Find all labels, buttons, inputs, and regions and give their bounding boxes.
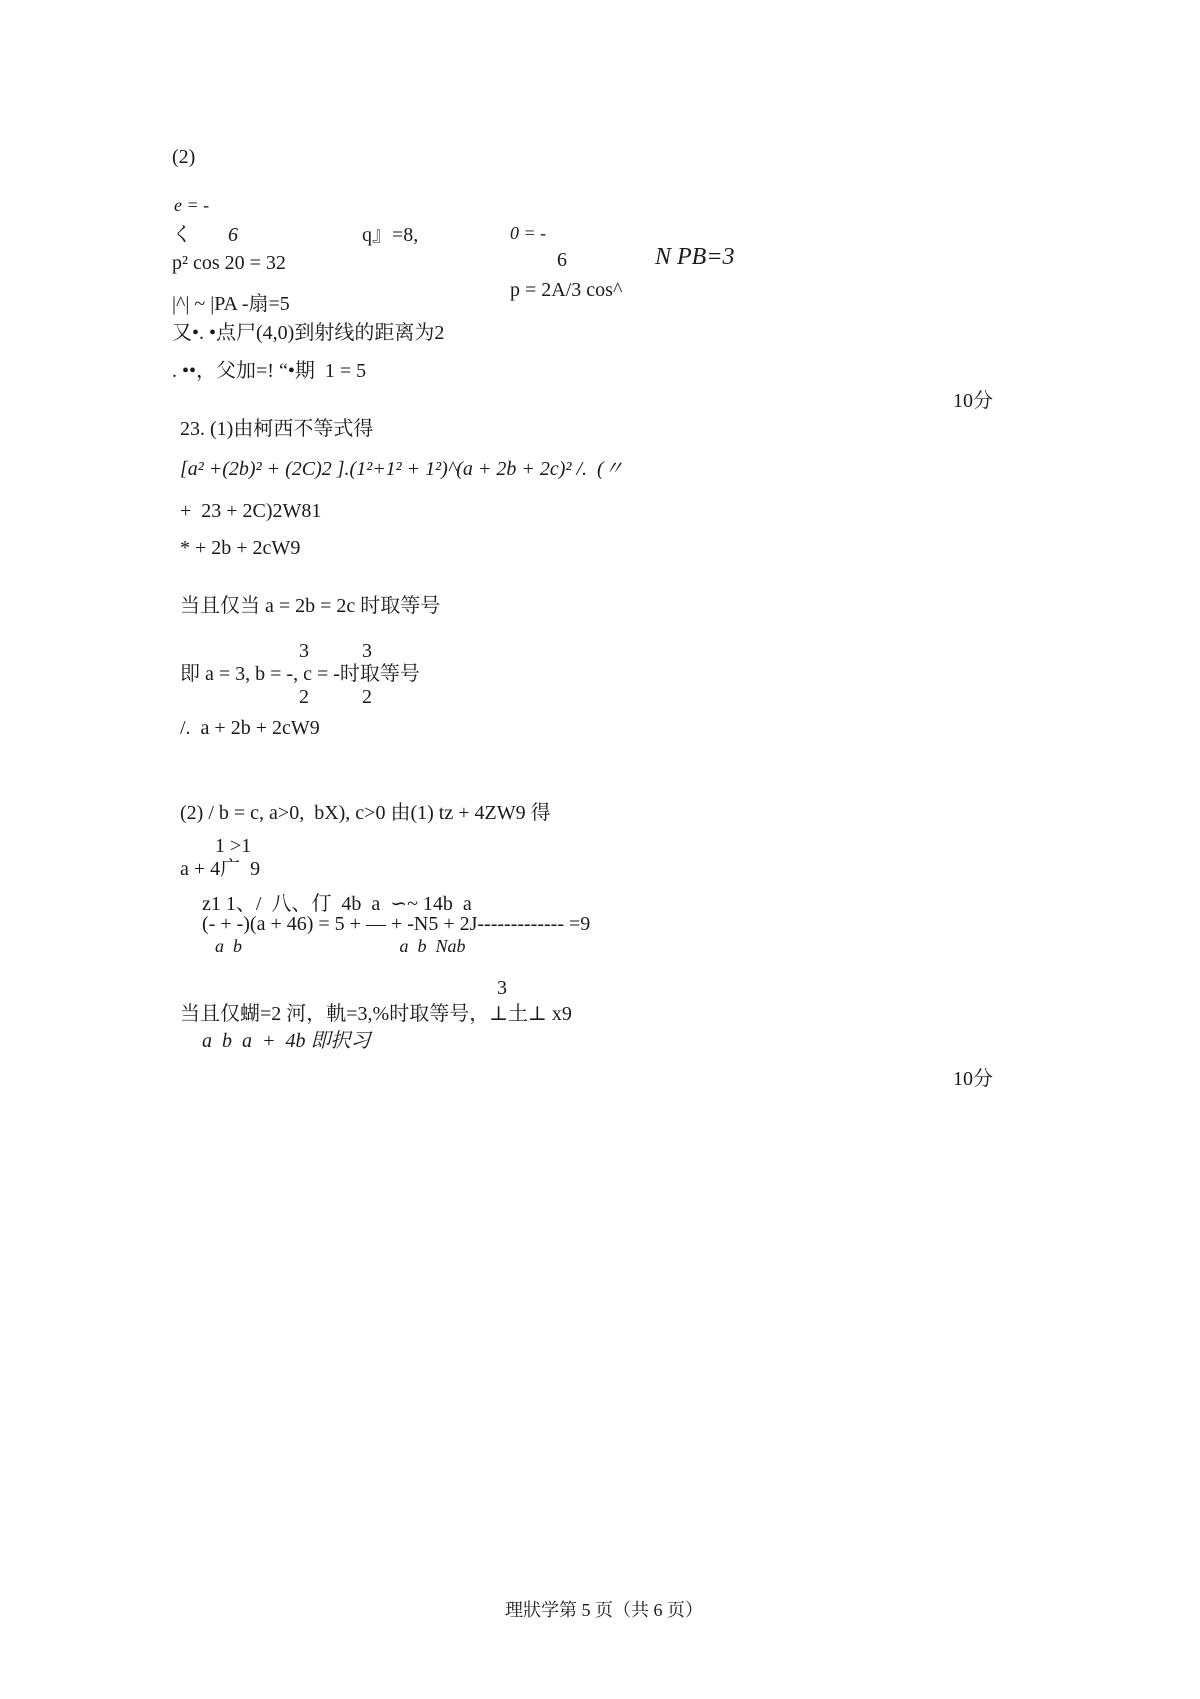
formula-line: く — [172, 224, 192, 246]
fraction-numerator: 3 — [299, 640, 309, 662]
formula-line: q』=8, — [362, 224, 419, 246]
fraction-denominator: 2 — [362, 686, 372, 708]
text-line: 又•. •点尸(4,0)到射线的距离为2 — [172, 322, 445, 344]
score-label: 10分 — [953, 1068, 993, 1090]
fraction-numerator: 3 — [362, 640, 372, 662]
formula-line: a b a b Nab — [215, 936, 466, 956]
question-title: 23. (1)由柯西不等式得 — [180, 418, 374, 440]
formula-line: 0 = - — [510, 223, 547, 243]
formula-line: |^| ~ |PA -扇=5 — [172, 293, 290, 315]
formula-line: 6 — [228, 224, 238, 246]
text-line: . ••，父加=! “•期 1 = 5 — [172, 360, 367, 382]
formula-line: /. a + 2b + 2cW9 — [180, 717, 320, 739]
formula-line: [a² +(2b)² + (2C)2 ].(1²+1² + 1²)^(a + 2b + 2c)² /. (〃 — [180, 458, 624, 480]
formula-line: p = 2A/3 cos^ — [510, 279, 623, 301]
formula-line: (- + -)(a + 46) = 5 + — + -N5 + 2J------------- =9 — [202, 913, 591, 935]
text-line: 当且仅当 a = 2b = 2c 时取等号 — [180, 595, 441, 617]
formula-line: 1 >1 — [215, 835, 252, 857]
formula-line: z1 1、/ 八、仃 4b a ∽~ 14b a — [202, 893, 472, 915]
part-label: (2) — [172, 146, 196, 168]
formula-line: 3 — [497, 977, 507, 999]
formula-line: p² cos 20 = 32 — [172, 252, 286, 274]
formula-line: N PB=3 — [655, 244, 735, 270]
formula-line: e = - — [174, 195, 210, 215]
formula-line: a b a + 4b 即択习 — [202, 1030, 371, 1052]
formula-line: * + 2b + 2cW9 — [180, 537, 301, 559]
text-line: 当且仅蝴=2 河，軌=3,%时取等号，⊥土⊥ x9 — [180, 1003, 572, 1025]
formula-line: 6 — [557, 249, 567, 271]
page-footer: 理狀学第 5 页（共 6 页） — [505, 1600, 703, 1620]
fraction-denominator: 2 — [299, 686, 309, 708]
score-label: 10分 — [953, 390, 993, 412]
text-line: 即 a = 3, b = -, c = -时取等号 — [180, 663, 420, 685]
formula-line: a + 4广 9 — [180, 858, 261, 880]
formula-line: + 23 + 2C)2W81 — [180, 500, 322, 522]
text-line: (2) / b = c, a>0, bX), c>0 由(1) tz + 4ZW9 得 — [180, 802, 551, 824]
